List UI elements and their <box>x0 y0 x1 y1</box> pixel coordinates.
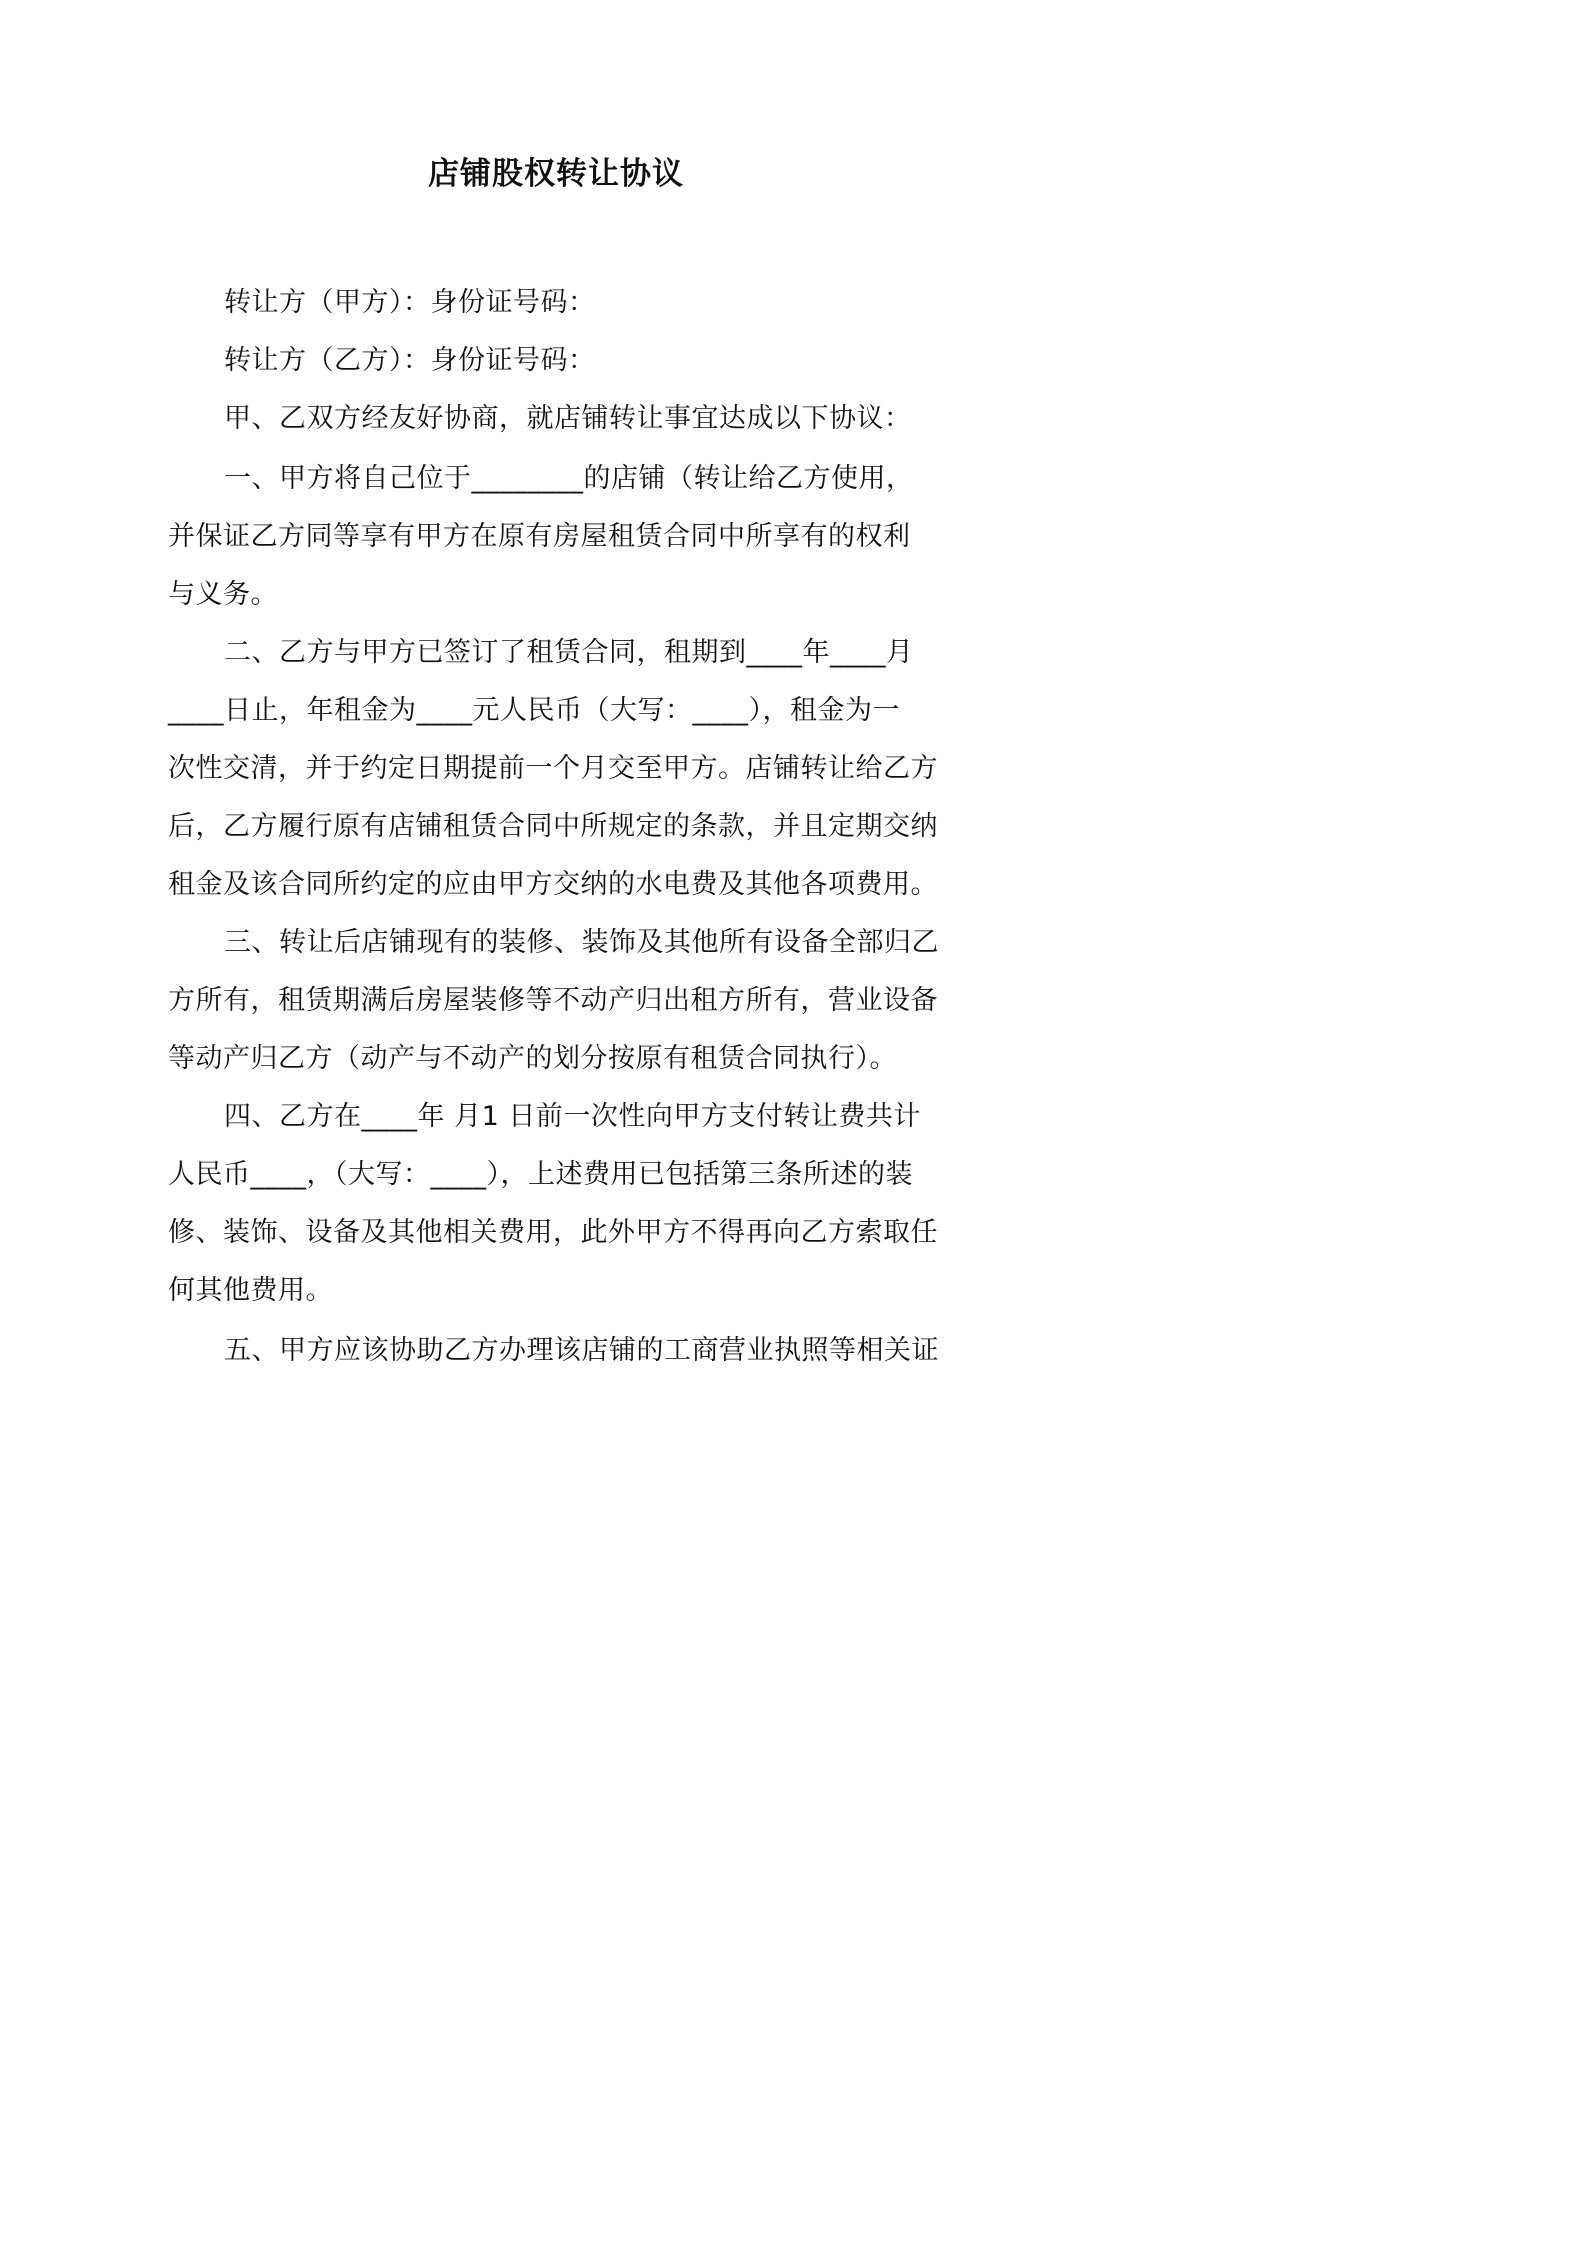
clause-2-line-3: 次性交清，并于约定日期提前一个月交至甲方。店铺转让给乙方 <box>168 753 938 784</box>
clause-4-line-3: 修、装饰、设备及其他相关费用，此外甲方不得再向乙方索取任 <box>168 1217 938 1248</box>
clause-4-line-4: 何其他费用。 <box>168 1275 333 1306</box>
clause-2-line-4: 后，乙方履行原有店铺租赁合同中所规定的条款，并且定期交纳 <box>168 811 938 842</box>
clause-2-line-5: 租金及该合同所约定的应由甲方交纳的水电费及其他各项费用。 <box>168 869 938 900</box>
clause-4-line-1: 四、乙方在____年 月1 日前一次性向甲方支付转让费共计 <box>224 1101 921 1132</box>
preamble-line: 甲、乙双方经友好协商，就店铺转让事宜达成以下协议： <box>224 403 912 434</box>
clause-1-line-1: 一、甲方将自己位于________的店铺（转让给乙方使用， <box>224 463 914 494</box>
clause-2-line-2: ____日止，年租金为____元人民币（大写：____），租金为一 <box>168 695 900 726</box>
clause-1-line-2: 并保证乙方同等享有甲方在原有房屋租赁合同中所享有的权利 <box>168 521 911 552</box>
clause-3-line-3: 等动产归乙方（动产与不动产的划分按原有租赁合同执行）。 <box>168 1043 897 1074</box>
clause-3-line-2: 方所有，租赁期满后房屋装修等不动产归出租方所有，营业设备 <box>168 985 938 1016</box>
document-title: 店铺股权转让协议 <box>428 156 684 192</box>
party-a-line: 转让方（甲方）：身份证号码： <box>224 287 596 318</box>
clause-3-line-1: 三、转让后店铺现有的装修、装饰及其他所有设备全部归乙 <box>224 927 939 958</box>
clause-4-line-2: 人民币____，（大写：____），上述费用已包括第三条所述的装 <box>168 1159 913 1190</box>
clause-2-line-1: 二、乙方与甲方已签订了租赁合同，租期到____年____月 <box>224 637 914 668</box>
clause-5-line-1: 五、甲方应该协助乙方办理该店铺的工商营业执照等相关证 <box>224 1335 939 1366</box>
document-page <box>0 0 1102 1559</box>
party-b-line: 转让方（乙方）：身份证号码： <box>224 345 596 376</box>
clause-1-line-3: 与义务。 <box>168 579 278 610</box>
